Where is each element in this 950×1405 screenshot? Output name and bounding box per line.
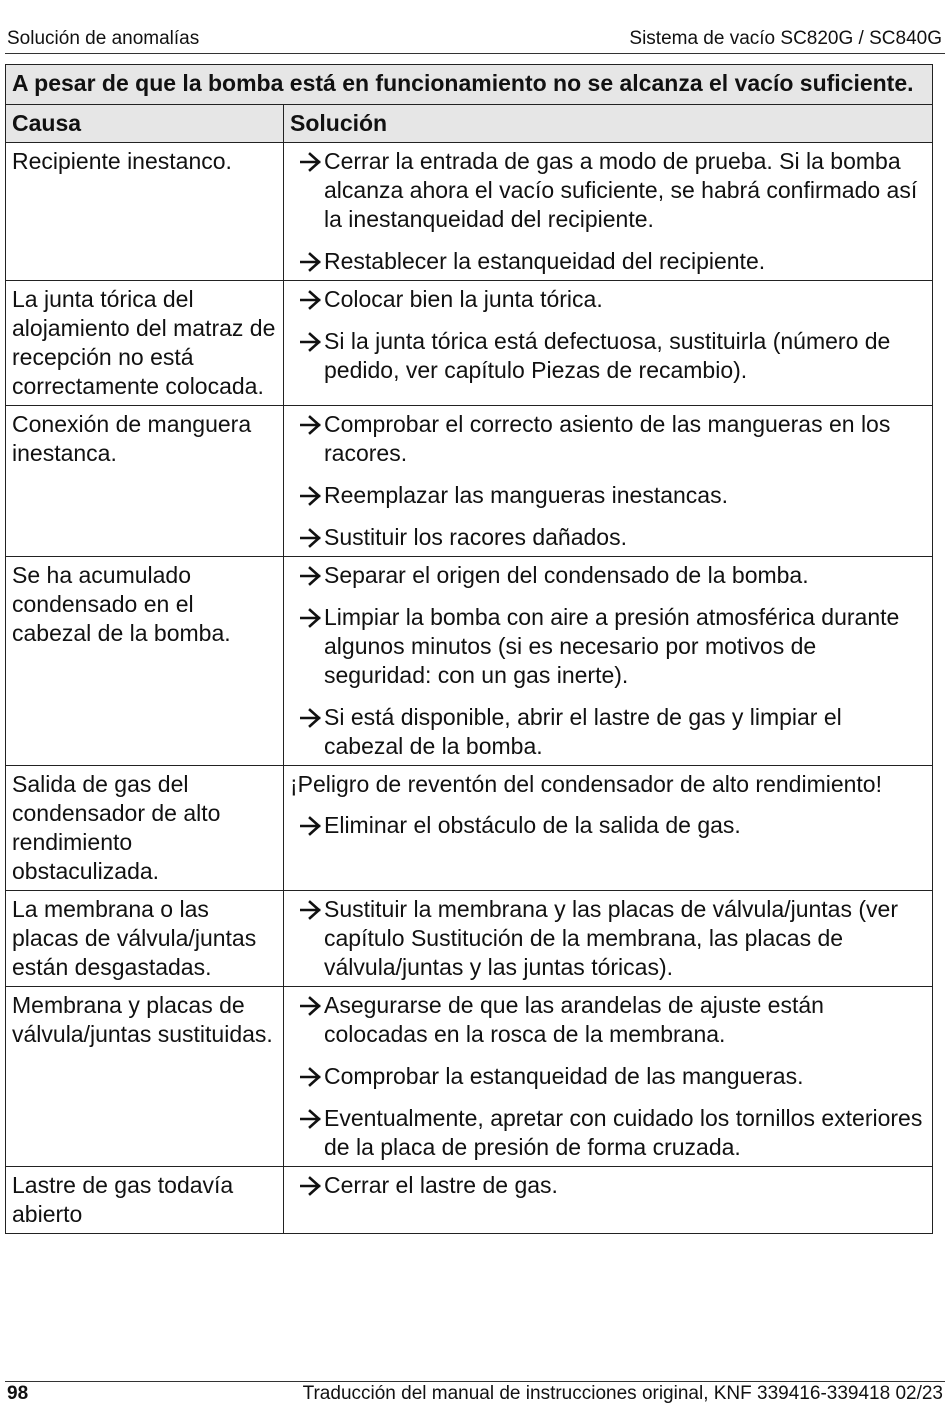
arrow-right-icon (290, 481, 324, 510)
solution-step-text: Comprobar la estanqueidad de las mangueras. (324, 1063, 804, 1089)
footer-note: Traducción del manual de instrucciones original, KNF 339416-339418 02/23 (302, 1383, 943, 1404)
solution-cell (284, 557, 933, 766)
cause-cell: Se ha acumulado condensado en el cabezal de la bomba. (6, 557, 284, 766)
arrow-right-icon (290, 285, 324, 314)
page-number: 98 (7, 1383, 29, 1404)
cause-cell: La membrana o las placas de válvula/juntas están desgastadas. (6, 891, 284, 987)
arrow-right-icon (290, 327, 324, 385)
arrow-right-icon (290, 991, 324, 1049)
arrow-right-icon (290, 147, 324, 234)
cause-cell: Lastre de gas todavía abierto (6, 1167, 284, 1234)
solution-step (290, 1062, 926, 1091)
table-row (6, 1167, 933, 1234)
solution-step (290, 895, 926, 982)
warning-text: ¡Peligro de reventón del condensador de alto rendimiento! (290, 771, 882, 797)
table-body (6, 143, 933, 1234)
solution-step-text: Limpiar la bomba con aire a presión atmosférica durante algunos minutos (si es necesario por motivos de seguridad: con un gas inerte). (324, 604, 900, 688)
solution-cell (284, 406, 933, 557)
solution-step-text: Si está disponible, abrir el lastre de gas y limpiar el cabezal de la bomba. (324, 704, 842, 759)
arrow-right-icon (290, 1171, 324, 1200)
table-row (6, 281, 933, 406)
solution-step-text: Eventualmente, apretar con cuidado los tornillos exteriores de la placa de presión de forma cruzada. (324, 1105, 923, 1160)
arrow-right-icon (290, 561, 324, 590)
solution-step (290, 410, 926, 468)
solution-cell (284, 1167, 933, 1234)
header-divider (5, 53, 945, 54)
solution-cell (284, 143, 933, 281)
solution-step (290, 481, 926, 510)
solution-step (290, 327, 926, 385)
solution-step-text: Si la junta tórica está defectuosa, sustituirla (número de pedido, ver capítulo Piezas de recambio). (324, 328, 891, 383)
arrow-right-icon (290, 811, 324, 840)
solution-cell (284, 891, 933, 987)
column-header-solution: Solución (284, 105, 933, 143)
solution-step-text: Colocar bien la junta tórica. (324, 286, 603, 312)
solution-step-text: Comprobar el correcto asiento de las mangueras en los racores. (324, 411, 891, 466)
solution-step (290, 991, 926, 1049)
arrow-right-icon (290, 1062, 324, 1091)
table-row (6, 143, 933, 281)
solution-cell (284, 281, 933, 406)
arrow-right-icon (290, 703, 324, 761)
solution-step-text: Sustituir los racores dañados. (324, 524, 627, 550)
solution-step-text: Sustituir la membrana y las placas de válvula/juntas (ver capítulo Sustitución de la membrana, las placas de válvula/juntas y las juntas tóricas). (324, 896, 898, 980)
solution-step-text: Eliminar el obstáculo de la salida de gas. (324, 812, 741, 838)
solution-step-text: Asegurarse de que las arandelas de ajuste están colocadas en la rosca de la membrana. (324, 992, 824, 1047)
solution-step (290, 147, 926, 234)
solution-step (290, 285, 926, 314)
cause-cell: Conexión de manguera inestanca. (6, 406, 284, 557)
solution-step-text: Cerrar el lastre de gas. (324, 1172, 558, 1198)
header-section: Solución de anomalías (7, 28, 200, 49)
troubleshooting-table (5, 64, 933, 1234)
cause-cell: Recipiente inestanco. (6, 143, 284, 281)
solution-cell (284, 987, 933, 1167)
arrow-right-icon (290, 523, 324, 552)
solution-step (290, 247, 926, 276)
solution-step (290, 811, 926, 840)
table-row (6, 406, 933, 557)
table-row (6, 557, 933, 766)
solution-step (290, 603, 926, 690)
table-row (6, 987, 933, 1167)
column-header-row (6, 105, 933, 143)
table-row (6, 891, 933, 987)
cause-cell: Salida de gas del condensador de alto rendimiento obstaculizada. (6, 766, 284, 891)
table-title: A pesar de que la bomba está en funcionamiento no se alcanza el vacío suficiente. (6, 65, 933, 105)
table-row (6, 766, 933, 891)
solution-cell (284, 766, 933, 891)
arrow-right-icon (290, 603, 324, 690)
solution-step-text: Separar el origen del condensado de la bomba. (324, 562, 809, 588)
column-header-cause: Causa (6, 105, 284, 143)
arrow-right-icon (290, 1104, 324, 1162)
table-title-row (6, 65, 933, 105)
solution-step (290, 523, 926, 552)
cause-cell: La junta tórica del alojamiento del matraz de recepción no está correctamente colocada. (6, 281, 284, 406)
solution-step (290, 1104, 926, 1162)
solution-step-text: Restablecer la estanqueidad del recipiente. (324, 248, 766, 274)
solution-step (290, 703, 926, 761)
header-product: Sistema de vacío SC820G / SC840G (629, 28, 942, 49)
arrow-right-icon (290, 410, 324, 468)
arrow-right-icon (290, 895, 324, 982)
solution-step (290, 561, 926, 590)
solution-step (290, 1171, 926, 1200)
footer-divider (5, 1381, 945, 1382)
cause-cell: Membrana y placas de válvula/juntas sustituidas. (6, 987, 284, 1167)
solution-step-text: Cerrar la entrada de gas a modo de prueba. Si la bomba alcanza ahora el vacío suficiente, se habrá confirmado así la inestanqueidad del recipiente. (324, 148, 918, 232)
arrow-right-icon (290, 247, 324, 276)
solution-step-text: Reemplazar las mangueras inestancas. (324, 482, 728, 508)
